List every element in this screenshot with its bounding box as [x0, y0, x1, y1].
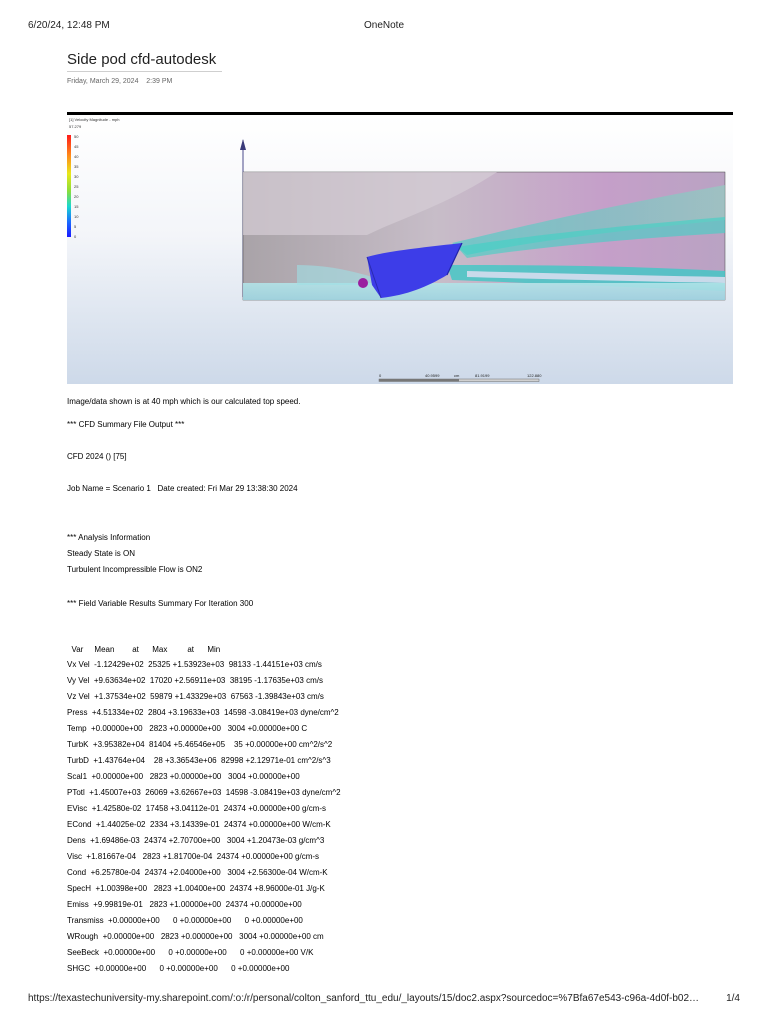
results-row: ECond +1.44025e-02 2334 +3.14339e-01 24374 +0.00000e+00 W/cm-K [67, 820, 331, 829]
page-time: 2:39 PM [146, 78, 173, 85]
scale-label: 0 [379, 373, 382, 378]
results-row: Dens +1.69486e-03 24374 +2.70700e+00 3004 +1.20473e-03 g/cm^3 [67, 836, 325, 845]
page-timestamp [67, 78, 172, 85]
page-date: Friday, March 29, 2024 [67, 78, 139, 85]
legend-tick: 5 [74, 224, 77, 229]
steady-state-line: Steady State is ON [67, 549, 136, 558]
legend-title: [1] Velocity Magnitude - mph [69, 117, 120, 122]
field-results-header: *** Field Variable Results Summary For Iteration 300 [67, 599, 254, 608]
flow-field-graphic [67, 115, 733, 387]
results-row: WRough +0.00000e+00 2823 +0.00000e+00 3004 +0.00000e+00 cm [67, 932, 324, 941]
results-row: Emiss +9.99819e-01 2823 +1.00000e+00 24374 +0.00000e+00 [67, 900, 302, 909]
legend-tick: 0 [74, 234, 77, 239]
legend-tick: 10 [74, 214, 79, 219]
legend-tick: 25 [74, 184, 79, 189]
scale-label: 122.880 [527, 373, 542, 378]
legend-tick: 45 [74, 144, 79, 149]
results-row: Press +4.51334e+02 2804 +3.19633e+03 14598 -3.08419e+03 dyne/cm^2 [67, 708, 339, 717]
axis-arrow-icon [240, 139, 246, 150]
cfd-velocity-image [67, 112, 733, 384]
page-number: 1/4 [726, 993, 740, 1004]
scale-label: 40.9599 [425, 373, 440, 378]
results-row: Visc +1.81667e-04 2823 +1.81700e-04 24374 +0.00000e+00 g/cm-s [67, 852, 320, 861]
results-row: Vx Vel -1.12429e+02 25325 +1.53923e+03 98133 -1.44151e+03 cm/s [67, 660, 322, 669]
analysis-header: *** Analysis Information [67, 533, 151, 542]
legend-tick: 15 [74, 204, 79, 209]
results-table-header: Var Mean at Max at Min [67, 645, 221, 654]
image-note: Image/data shown is at 40 mph which is our calculated top speed. [67, 397, 301, 406]
scale-label: 81.9199 [475, 373, 490, 378]
results-row: Cond +6.25780e-04 24374 +2.04000e+00 3004 +2.56300e-04 W/cm-K [67, 868, 328, 877]
results-row: TurbD +1.43764e+04 28 +3.36543e+06 82998 +2.12971e-01 cm^2/s^3 [67, 756, 331, 765]
turbulent-line: Turbulent Incompressible Flow is ON2 [67, 565, 203, 574]
results-row: Scal1 +0.00000e+00 2823 +0.00000e+00 3004 +0.00000e+00 [67, 772, 300, 781]
job-line: Job Name = Scenario 1 Date created: Fri Mar 29 13:38:30 2024 [67, 484, 298, 493]
results-row: Transmiss +0.00000e+00 0 +0.00000e+00 0 +0.00000e+00 [67, 916, 303, 925]
wheel-marker [358, 278, 368, 288]
summary-header: *** CFD Summary File Output *** [67, 420, 185, 429]
legend-tick: 50 [74, 134, 79, 139]
results-row: SeeBeck +0.00000e+00 0 +0.00000e+00 0 +0.00000e+00 V/K [67, 948, 314, 957]
legend-tick: 35 [74, 164, 79, 169]
page-title: Side pod cfd-autodesk [67, 51, 222, 72]
print-datetime: 6/20/24, 12:48 PM [28, 20, 110, 31]
legend-tick: 30 [74, 174, 79, 179]
cfd-version: CFD 2024 () [75] [67, 452, 127, 461]
legend-tick: 20 [74, 194, 79, 199]
results-row: SHGC +0.00000e+00 0 +0.00000e+00 0 +0.00000e+00 [67, 964, 290, 973]
legend-max: 57.279 [69, 124, 82, 129]
source-url: https://texastechuniversity-my.sharepoint.com/:o:/r/personal/colton_sanford_ttu_edu/_layouts/15/doc2.aspx?sourcedoc=%7Bfa67e543-c96a-4d0f-b02… [28, 993, 700, 1004]
results-row: SpecH +1.00398e+00 2823 +1.00400e+00 24374 +8.96000e-01 J/g-K [67, 884, 325, 893]
results-row: EVisc +1.42580e-02 17458 +3.04112e-01 24374 +0.00000e+00 g/cm-s [67, 804, 327, 813]
results-row: Vy Vel +9.63634e+02 17020 +2.56911e+03 38195 -1.17635e+03 cm/s [67, 676, 323, 685]
scale-label: cm [454, 373, 460, 378]
results-row: Temp +0.00000e+00 2823 +0.00000e+00 3004 +0.00000e+00 C [67, 724, 308, 733]
app-name: OneNote [363, 20, 405, 31]
results-row: Vz Vel +1.37534e+02 59879 +1.43329e+03 67563 -1.39843e+03 cm/s [67, 692, 324, 701]
results-row: PTotl +1.45007e+03 26069 +3.62667e+03 14598 -3.08419e+03 dyne/cm^2 [67, 788, 341, 797]
legend-tick: 40 [74, 154, 79, 159]
results-row: TurbK +3.95382e+04 81404 +5.46546e+05 35 +0.00000e+00 cm^2/s^2 [67, 740, 333, 749]
